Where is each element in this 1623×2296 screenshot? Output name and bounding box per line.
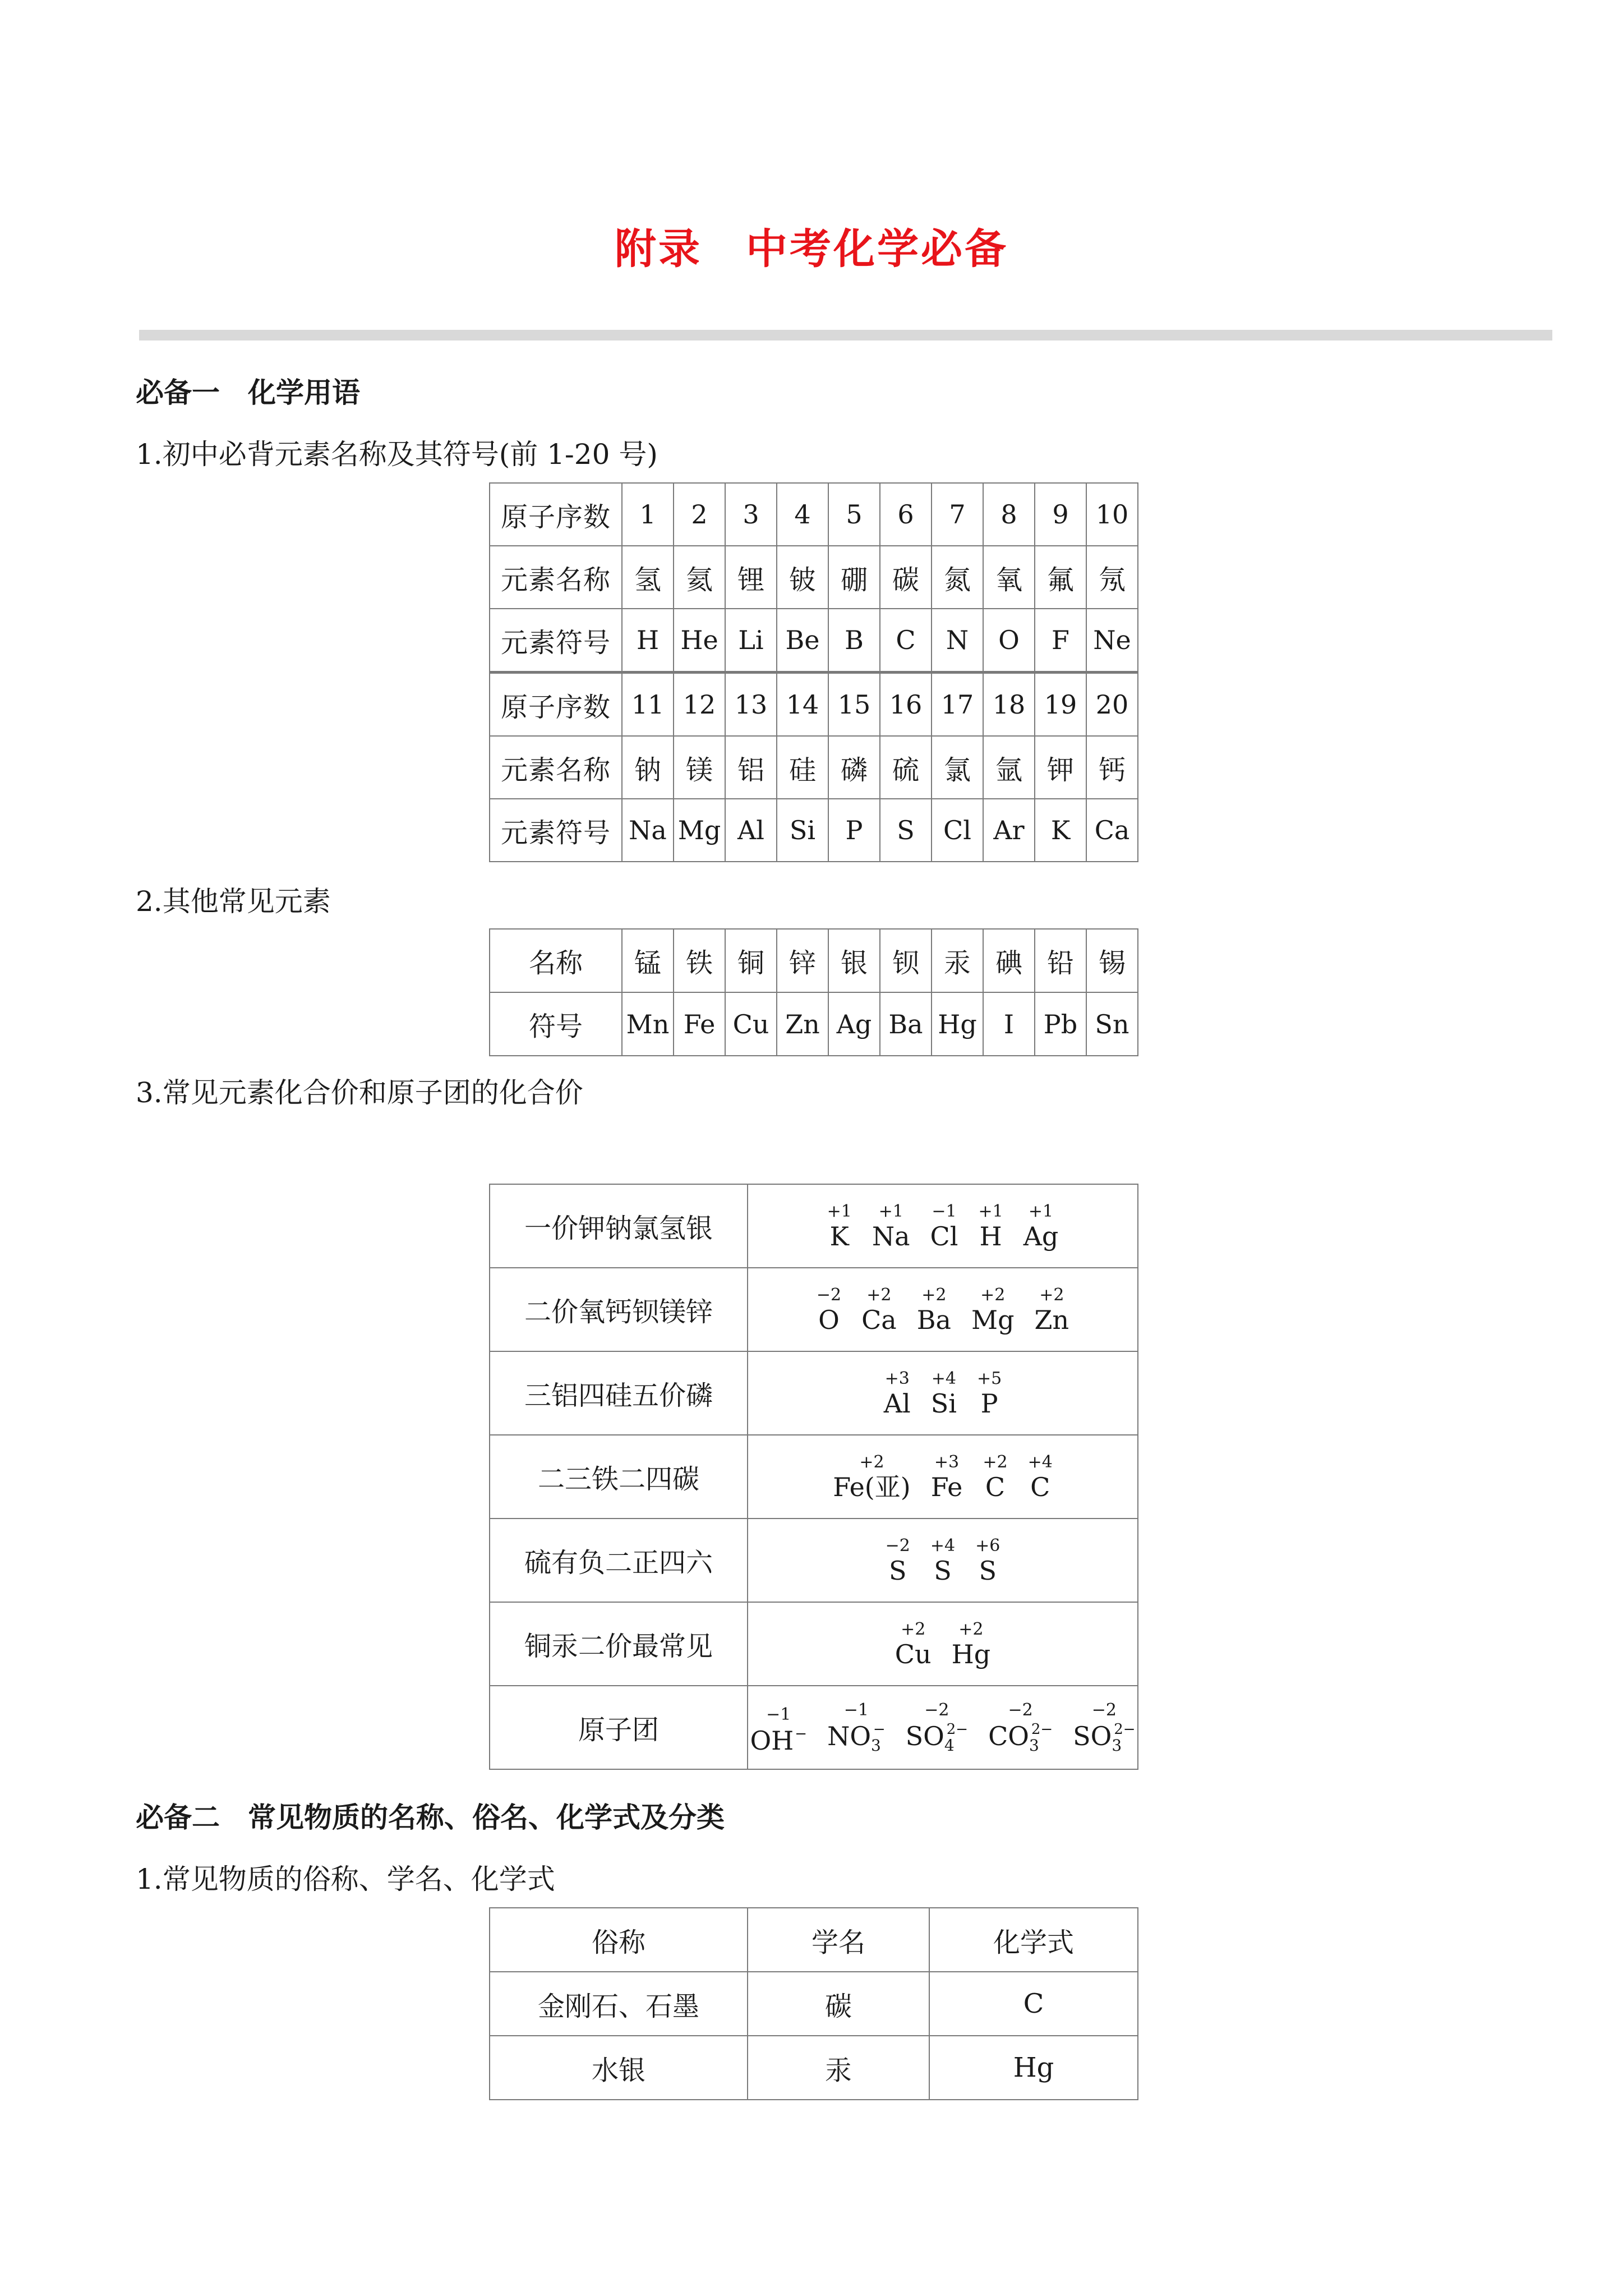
radical-formula (988, 1722, 1053, 1754)
valence-number: +1 (978, 1201, 1003, 1221)
element-symbol: Fe (674, 992, 725, 1056)
common-name: 金刚石、石墨 (490, 1972, 748, 2036)
table-row (490, 2036, 1138, 2100)
atomic-number: 9 (1035, 483, 1086, 546)
atomic-number: 20 (1086, 673, 1138, 737)
section1-sub2: 2.其他常见元素 (136, 885, 331, 918)
element-name: 硅 (777, 736, 828, 799)
valence-number: +2 (1039, 1285, 1064, 1305)
radical-item (906, 1702, 968, 1754)
element-name: 氢 (622, 546, 674, 609)
page-title: 附录 中考化学必备 (615, 225, 1008, 273)
valence-symbol: P (980, 1388, 998, 1419)
valence-number: −2 (816, 1285, 842, 1305)
row-header-name: 名称 (490, 929, 622, 992)
valence-number: +1 (878, 1201, 903, 1221)
valence-number: +3 (884, 1368, 910, 1388)
valence-phrase: 二三铁二四碳 (490, 1435, 748, 1519)
valence-items-cell (748, 1602, 1138, 1686)
valence-number: −2 (1091, 1700, 1117, 1720)
valence-items (748, 1368, 1137, 1419)
element-symbol: Ba (880, 992, 932, 1056)
element-symbol: B (828, 609, 880, 673)
radical-subscript: 3 (1029, 1736, 1039, 1755)
element-symbol: P (828, 799, 880, 862)
atomic-number: 18 (983, 673, 1035, 737)
valence-number: +4 (1027, 1452, 1053, 1472)
element-name: 钾 (1035, 736, 1086, 799)
valence-items (748, 1621, 1137, 1667)
valence-item (930, 1535, 956, 1586)
atomic-number: 14 (777, 673, 828, 737)
element-symbol: Mn (622, 992, 674, 1056)
element-symbol: Zn (777, 992, 828, 1056)
valence-item (930, 1203, 958, 1249)
atomic-number: 3 (725, 483, 777, 546)
atomic-number: 12 (674, 673, 725, 737)
atomic-number: 2 (674, 483, 725, 546)
element-symbol: Be (777, 609, 828, 673)
valence-number: +1 (827, 1201, 852, 1221)
valence-number: +2 (958, 1619, 984, 1639)
title-divider (139, 330, 1552, 341)
element-symbol: Ar (983, 799, 1035, 862)
valence-number: +3 (934, 1452, 960, 1472)
table-row (490, 929, 1138, 992)
element-name: 氧 (983, 546, 1035, 609)
row-header-symbol: 符号 (490, 992, 622, 1056)
element-name: 碳 (880, 546, 932, 609)
table-row (490, 1602, 1138, 1686)
radical-subscript: 3 (1112, 1736, 1122, 1755)
row-header-symbol: 元素符号 (490, 799, 622, 862)
section1-sub3: 3.常见元素化合价和原子团的化合价 (136, 1076, 583, 1109)
table-row (490, 1184, 1138, 1268)
valence-phrase: 二价氧钙钡镁锌 (490, 1268, 748, 1351)
atomic-number: 11 (622, 673, 674, 737)
valence-number: +2 (983, 1452, 1008, 1472)
radical-base: NO (827, 1720, 872, 1751)
element-symbol: N (932, 609, 983, 673)
valence-items-cell (748, 1519, 1138, 1602)
valence-item (971, 1287, 1015, 1333)
section2-sub1: 1.常见物质的俗称、学名、化学式 (136, 1863, 555, 1895)
radical-base: CO (988, 1720, 1029, 1751)
valence-items-cell (748, 1184, 1138, 1268)
element-symbol: Na (622, 799, 674, 862)
valence-symbol: Al (883, 1388, 911, 1419)
valence-items (748, 1535, 1137, 1586)
valence-symbol: Na (872, 1221, 910, 1251)
chemical-formula: Hg (929, 2036, 1138, 2100)
radical-subscript: 4 (944, 1736, 955, 1755)
table-row (490, 736, 1138, 799)
valence-items (748, 1203, 1137, 1249)
valence-number: +2 (859, 1452, 884, 1472)
table-row (490, 799, 1138, 862)
valence-items (748, 1454, 1137, 1500)
atomic-number: 13 (725, 673, 777, 737)
element-symbol: Cl (932, 799, 983, 862)
valence-items-cell (748, 1686, 1138, 1769)
element-name: 锡 (1086, 929, 1138, 992)
valence-symbol: Fe (930, 1471, 963, 1502)
atomic-number: 17 (932, 673, 983, 737)
radical-subscript: 3 (871, 1736, 881, 1755)
column-header: 学名 (748, 1908, 929, 1972)
valence-item (931, 1454, 963, 1500)
atomic-number: 19 (1035, 673, 1086, 737)
radical-base: SO (1073, 1720, 1112, 1751)
element-symbol: H (622, 609, 674, 673)
radical-formula (750, 1727, 807, 1754)
elements-table (489, 482, 1138, 862)
table-row (490, 992, 1138, 1056)
element-symbol: Ne (1086, 609, 1138, 673)
valence-item (861, 1287, 897, 1333)
element-name: 磷 (828, 736, 880, 799)
atomic-number: 6 (880, 483, 932, 546)
atomic-number: 15 (828, 673, 880, 737)
element-name: 钡 (880, 929, 932, 992)
valence-number: −2 (885, 1535, 910, 1556)
valence-number: +5 (976, 1368, 1002, 1388)
element-symbol: S (880, 799, 932, 862)
row-header-name: 元素名称 (490, 736, 622, 799)
radical-base: OH (750, 1725, 794, 1756)
element-name: 铝 (725, 736, 777, 799)
element-symbol: Pb (1035, 992, 1086, 1056)
radical-formula (906, 1722, 968, 1754)
valence-items-cell (748, 1268, 1138, 1351)
element-symbol: Ca (1086, 799, 1138, 862)
valence-number: −1 (843, 1700, 869, 1720)
element-name: 氯 (932, 736, 983, 799)
valence-symbol: Cl (930, 1221, 958, 1251)
valence-item (827, 1203, 852, 1249)
valence-item (917, 1287, 951, 1333)
element-name: 钠 (622, 736, 674, 799)
element-symbol: Li (725, 609, 777, 673)
scientific-name: 汞 (748, 2036, 929, 2100)
column-header: 俗称 (490, 1908, 748, 1972)
atomic-number: 4 (777, 483, 828, 546)
atomic-number: 7 (932, 483, 983, 546)
valence-item (976, 1368, 1002, 1419)
valence-item (978, 1203, 1003, 1249)
valence-symbol: Ag (1023, 1221, 1059, 1251)
valence-symbol: S (889, 1555, 907, 1586)
valence-number: +2 (980, 1285, 1006, 1305)
table-row (490, 1519, 1138, 1602)
element-name: 汞 (932, 929, 983, 992)
table-row (490, 483, 1138, 546)
element-name: 铁 (674, 929, 725, 992)
element-symbol: O (983, 609, 1035, 673)
radical-item (750, 1706, 807, 1754)
valence-symbol: Fe(亚) (833, 1471, 911, 1502)
substances-table (489, 1907, 1138, 2100)
chemical-formula: C (929, 1972, 1138, 2036)
radical-charge: 2− (946, 1720, 969, 1738)
radical-charge: − (873, 1720, 886, 1738)
atomic-number: 1 (622, 483, 674, 546)
element-name: 氟 (1035, 546, 1086, 609)
atomic-number: 5 (828, 483, 880, 546)
valence-number: +2 (866, 1285, 892, 1305)
valence-symbol: Hg (951, 1639, 991, 1669)
radical-item (1073, 1702, 1135, 1754)
column-header: 化学式 (929, 1908, 1138, 1972)
element-symbol: Al (725, 799, 777, 862)
element-symbol: Cu (725, 992, 777, 1056)
radical-formula (1073, 1722, 1135, 1754)
table-row (490, 673, 1138, 737)
element-name: 锰 (622, 929, 674, 992)
atomic-number: 10 (1086, 483, 1138, 546)
element-symbol: I (983, 992, 1035, 1056)
radical-charge: − (795, 1725, 808, 1742)
element-symbol: K (1035, 799, 1086, 862)
table-row (490, 1686, 1138, 1769)
valence-phrase: 三铝四硅五价磷 (490, 1351, 748, 1435)
valence-item (833, 1454, 911, 1500)
element-name: 碘 (983, 929, 1035, 992)
element-name: 银 (828, 929, 880, 992)
valence-item (883, 1368, 911, 1419)
element-name: 锌 (777, 929, 828, 992)
element-name: 氦 (674, 546, 725, 609)
valence-symbol: K (829, 1221, 849, 1251)
row-header-name: 元素名称 (490, 546, 622, 609)
table-row (490, 1268, 1138, 1351)
table-row (490, 546, 1138, 609)
valence-number: +2 (921, 1285, 947, 1305)
valence-number: +6 (975, 1535, 1000, 1556)
row-header-symbol: 元素符号 (490, 609, 622, 673)
valence-symbol: C (1030, 1471, 1050, 1502)
valence-phrase: 原子团 (490, 1686, 748, 1769)
radical-charge: 2− (1114, 1720, 1136, 1738)
valence-item (1023, 1203, 1059, 1249)
scientific-name: 碳 (748, 1972, 929, 2036)
element-name: 铍 (777, 546, 828, 609)
valence-item (1035, 1287, 1069, 1333)
row-header-number: 原子序数 (490, 483, 622, 546)
element-symbol: Si (777, 799, 828, 862)
valence-number: +2 (901, 1619, 926, 1639)
radical-charge: 2− (1031, 1720, 1053, 1738)
element-symbol: C (880, 609, 932, 673)
element-name: 氩 (983, 736, 1035, 799)
section2-heading: 必备二 常见物质的名称、俗名、化学式及分类 (136, 1801, 725, 1834)
valence-symbol: Ca (861, 1304, 897, 1335)
element-name: 氮 (932, 546, 983, 609)
radical-items (748, 1702, 1137, 1754)
element-symbol: F (1035, 609, 1086, 673)
valence-items-cell (748, 1351, 1138, 1435)
valence-symbol: Ba (916, 1304, 951, 1335)
radical-base: SO (905, 1720, 944, 1751)
section1-heading: 必备一 化学用语 (136, 376, 360, 409)
valence-symbol: H (979, 1221, 1002, 1251)
atomic-number: 16 (880, 673, 932, 737)
element-name: 硫 (880, 736, 932, 799)
valence-item (895, 1621, 932, 1667)
valence-number: +4 (930, 1535, 956, 1556)
valence-item (952, 1621, 991, 1667)
valence-number: −2 (1008, 1700, 1033, 1720)
valence-item (930, 1368, 957, 1419)
table-row (490, 1435, 1138, 1519)
element-name: 硼 (828, 546, 880, 609)
row-header-number: 原子序数 (490, 673, 622, 737)
valence-symbol: S (979, 1555, 997, 1586)
element-name: 氖 (1086, 546, 1138, 609)
valence-item (975, 1535, 1000, 1586)
element-symbol: Sn (1086, 992, 1138, 1056)
element-name: 铅 (1035, 929, 1086, 992)
valence-number: +1 (1028, 1201, 1054, 1221)
valence-symbol: C (985, 1471, 1006, 1502)
valence-item (872, 1203, 910, 1249)
valence-symbol: Si (930, 1388, 957, 1419)
element-symbol: He (674, 609, 725, 673)
valence-symbol: O (818, 1304, 840, 1335)
table-row (490, 609, 1138, 673)
table-row (490, 1908, 1138, 1972)
valence-item (817, 1287, 841, 1333)
element-symbol: Mg (674, 799, 725, 862)
table-row (490, 1972, 1138, 2036)
valence-number: −2 (924, 1700, 949, 1720)
valence-number: −1 (766, 1704, 791, 1724)
valence-phrase: 铜汞二价最常见 (490, 1602, 748, 1686)
valence-item (885, 1535, 910, 1586)
section1-sub1: 1.初中必背元素名称及其符号(前 1-20 号) (136, 438, 658, 471)
other-elements-table (489, 928, 1138, 1056)
table-row (490, 1351, 1138, 1435)
valence-symbol: Cu (895, 1639, 932, 1669)
valence-item (1028, 1454, 1053, 1500)
element-name: 钙 (1086, 736, 1138, 799)
element-name: 镁 (674, 736, 725, 799)
radical-item (988, 1702, 1053, 1754)
valence-phrase: 一价钾钠氯氢银 (490, 1184, 748, 1268)
valence-item (983, 1454, 1007, 1500)
valence-phrase: 硫有负二正四六 (490, 1519, 748, 1602)
valence-items-cell (748, 1435, 1138, 1519)
element-symbol: Ag (828, 992, 880, 1056)
atomic-number: 8 (983, 483, 1035, 546)
valence-table (489, 1184, 1138, 1770)
radical-item (827, 1702, 886, 1754)
valence-symbol: Zn (1034, 1304, 1069, 1335)
element-symbol: Hg (932, 992, 983, 1056)
valence-symbol: S (934, 1555, 952, 1586)
element-name: 锂 (725, 546, 777, 609)
valence-items (748, 1287, 1137, 1333)
radical-formula (827, 1722, 886, 1754)
element-name: 铜 (725, 929, 777, 992)
valence-number: +4 (931, 1368, 956, 1388)
valence-number: −1 (932, 1201, 957, 1221)
common-name: 水银 (490, 2036, 748, 2100)
valence-symbol: Mg (971, 1304, 1015, 1335)
